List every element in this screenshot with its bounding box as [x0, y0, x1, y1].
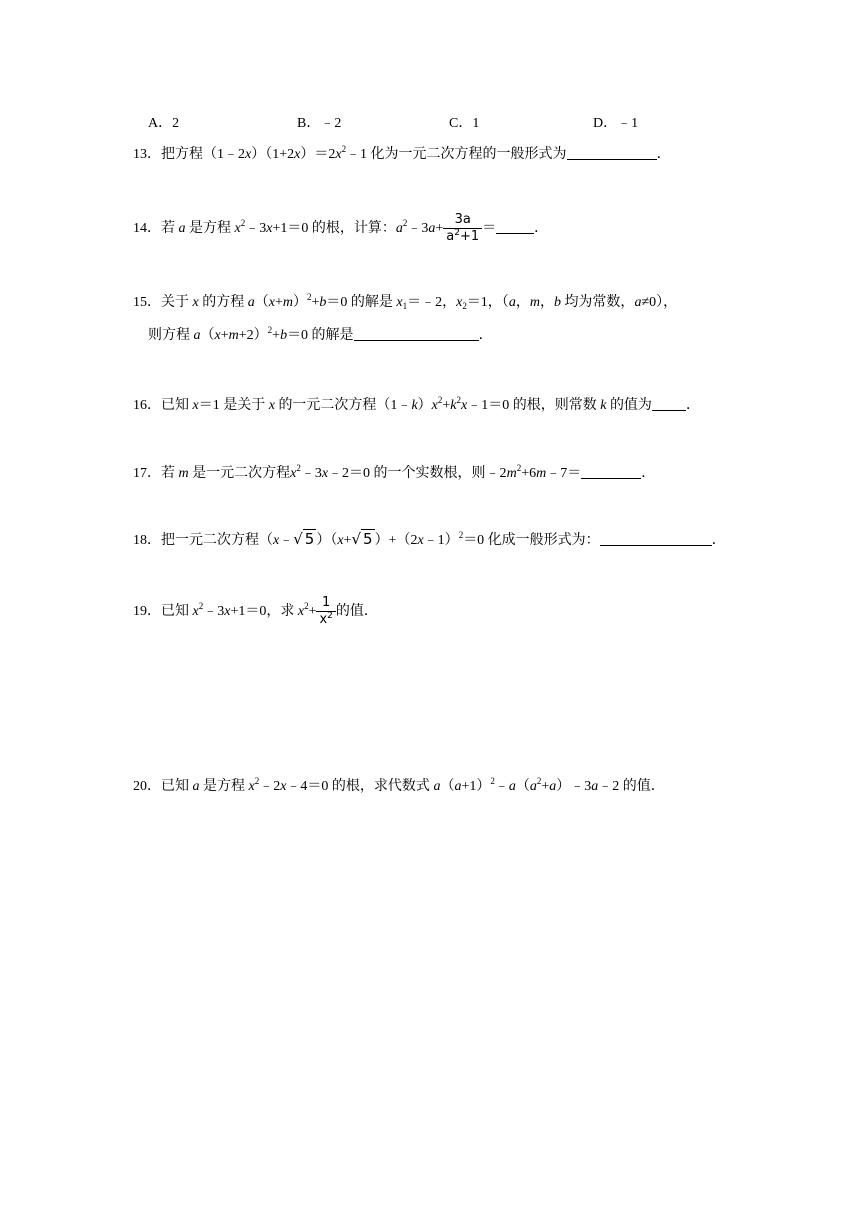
question-19: 19．已知 $x^2﹣3x+1=0$，求 $x^2+$ $\frac{1}{x^2}$ 的值．	[133, 595, 378, 628]
sqrt-5: √ 5	[293, 530, 315, 548]
option-a: A．2	[148, 116, 180, 131]
question-13: 13．把方程$(1﹣2x)(1+2x)=2x^2﹣1$ 化为一元二次方程的一般形式为 ．	[133, 144, 671, 162]
option-d: D．﹣1	[593, 116, 639, 131]
question-18: 18．把一元二次方程（x﹣√ 5 ）（x+√ 5 ）+（2x﹣1）$^2$＝0 化成一般形式为： ．	[133, 530, 726, 548]
option-b: B．﹣2	[297, 116, 342, 131]
answer-blank[interactable]	[600, 531, 712, 546]
answer-blank[interactable]	[496, 219, 534, 234]
question-14: 14．若 a 是方程 $x^2﹣3x+1=0$ 的根，计算：$a^2﹣3a+$ $\frac{3a}{a^2+1}$ ＝ ．	[133, 212, 549, 245]
fraction: $\frac{1}{x^2}$	[316, 595, 335, 628]
sqrt-5: √ 5	[351, 530, 373, 548]
answer-blank[interactable]	[652, 396, 686, 411]
question-17: 17．若 m 是一元二次方程$x^2﹣3x﹣2=0$ 的一个实数根，则$﹣2m^2+6m﹣7=$ ．	[133, 463, 656, 481]
answer-blank[interactable]	[581, 464, 641, 479]
answer-blank[interactable]	[567, 145, 657, 160]
question-15-line-2: 则方程 $a(x+m+2)^2+b=0$ 的解是 ．	[148, 325, 493, 343]
question-15: 15．关于 x 的方程 $a(x+m)^2+b=0$ 的解是 $x_1=﹣2$，$x_2=1$，（a，m，b 均为常数，a≠0），	[133, 292, 678, 311]
fraction: $\frac{3a}{a^2+1}$	[443, 212, 482, 245]
question-20: 20．已知 a 是方程 $x^2﹣2x﹣4=0$ 的根，求代数式 $a(a+1)^2﹣a(a^2+a)﹣3a﹣2$ 的值．	[133, 776, 665, 794]
option-c: C．1	[449, 116, 480, 131]
answer-blank[interactable]	[354, 326, 479, 341]
question-16: 16．已知 x＝1 是关于 x 的一元二次方程$(1﹣k)x^2+k^2x﹣1=0$ 的根，则常数 k 的值为 ．	[133, 395, 700, 413]
